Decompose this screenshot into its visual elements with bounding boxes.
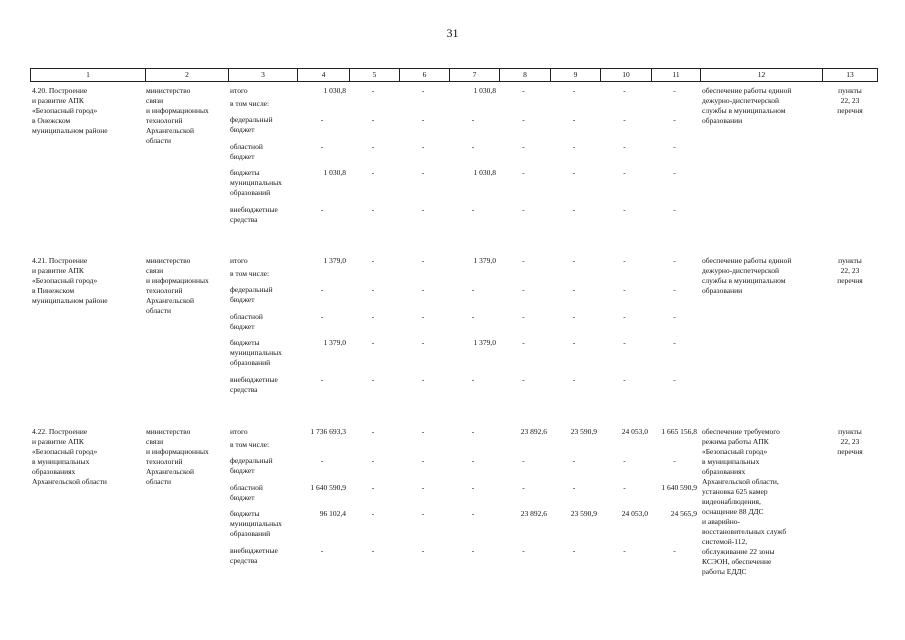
row-value-col-11: - [673,312,676,321]
header-col-1: 1 [30,69,145,81]
row-value-col-11: - [673,115,676,124]
row-value-col-5: - [371,338,375,347]
row-label: итого [230,86,248,95]
row-value-col-10: - [623,142,626,151]
row-value-col-7: 1 030,8 [473,86,496,95]
row-value-col-10: - [623,205,626,214]
row-value-col-5: - [371,509,375,518]
row-value-col-7: - [471,115,475,124]
row-value-col-11: - [673,285,676,294]
row-value-col-9: - [572,285,576,294]
row-value-col-6: - [421,509,425,518]
block-result: обеспечение работы единой дежурно-диспетчерской службы в муниципальном образовании [702,256,792,295]
row-label: федеральный бюджет [230,456,273,475]
row-label: внебюджетные средства [230,375,278,394]
row-label: областной бюджет [230,483,263,502]
row-value-col-7: 1 379,0 [473,338,496,347]
row-value-col-9: - [572,338,576,347]
row-value-col-6: - [421,205,425,214]
header-col-13: 13 [822,69,878,81]
row-label: бюджеты муниципальных образований [230,168,282,197]
row-value-col-10: - [623,256,626,265]
row-value-col-7: 1 379,0 [473,256,496,265]
row-value-col-5: - [371,256,375,265]
row-value-col-6: - [421,483,425,492]
row-value-col-11: 1 640 590,9 [661,483,697,492]
header-col-12: 12 [700,69,822,81]
row-value-col-10: - [623,86,626,95]
row-label: бюджеты муниципальных образований [230,509,282,538]
row-value-col-8: - [522,205,525,214]
header-col-5: 5 [349,69,399,81]
row-value-col-9: - [572,375,576,384]
row-value-col-9: - [572,546,576,555]
row-value-col-7: - [471,509,475,518]
row-value-col-8: - [522,86,525,95]
row-value-col-4: - [320,205,324,214]
row-value-col-8: - [522,285,525,294]
row-value-col-4: 1 379,0 [323,256,346,265]
row-value-col-11: 1 665 156,8 [661,427,697,436]
block-title: 4.22. Построение и развитие АПК «Безопасный город» в муниципальных образованиях Архангельской области [32,427,107,486]
row-value-col-9: - [572,86,576,95]
row-value-col-4: 1 736 693,3 [310,427,346,436]
row-label: федеральный бюджет [230,285,273,304]
row-value-col-6: - [421,86,425,95]
block-executor: министерство связи и информационных технологий Архангельской области [146,86,209,145]
header-col-6: 6 [399,69,449,81]
row-value-col-8: - [522,546,525,555]
row-value-col-9: - [572,256,576,265]
row-label: итого [230,256,248,265]
block-points: пункты 22, 23 перечня [837,427,863,456]
row-value-col-8: - [522,312,525,321]
block-points: пункты 22, 23 перечня [837,256,863,285]
row-value-col-5: - [371,427,375,436]
row-value-col-6: - [421,168,425,177]
row-value-col-10: - [623,168,626,177]
row-value-col-11: - [673,168,676,177]
row-value-col-6: - [421,312,425,321]
row-value-col-4: - [320,375,324,384]
row-value-col-4: - [320,115,324,124]
row-value-col-9: - [572,483,576,492]
row-value-col-6: - [421,285,425,294]
row-value-col-5: - [371,375,375,384]
row-value-col-7: - [471,285,475,294]
row-value-col-4: - [320,456,324,465]
row-value-col-10: - [623,285,626,294]
row-value-col-11: 24 565,9 [670,509,697,518]
block-executor: министерство связи и информационных технологий Архангельской области [146,427,209,486]
row-value-col-10: - [623,483,626,492]
row-value-col-11: - [673,338,676,347]
row-value-col-8: - [522,168,525,177]
row-value-col-5: - [371,142,375,151]
row-value-col-5: - [371,205,375,214]
row-value-col-5: - [371,483,375,492]
header-col-10: 10 [600,69,651,81]
row-value-col-10: - [623,312,626,321]
row-value-col-11: - [673,142,676,151]
row-value-col-11: - [673,456,676,465]
block-result: обеспечение требуемого режима работы АПК «Безопасный город» в муниципальных образованиях Архангельской области, установка 625 камер видеонаблюдения, оснащение 88 ДДС и аварийно- восстановительных служб системой-112, обслуживание 22 зоны КСЭОН, обеспечение работы ЕДДС [702,427,787,576]
row-value-col-5: - [371,86,375,95]
row-value-col-9: - [572,115,576,124]
row-value-col-10: - [623,115,626,124]
row-value-col-6: - [421,142,425,151]
row-label: внебюджетные средства [230,546,278,565]
row-value-col-5: - [371,456,375,465]
row-value-col-4: 1 640 590,9 [310,483,346,492]
row-value-col-10: - [623,456,626,465]
row-value-col-6: - [421,256,425,265]
row-value-col-10: 24 053,0 [621,509,648,518]
row-value-col-8: - [522,456,525,465]
row-value-col-6: - [421,546,425,555]
row-value-col-8: - [522,338,525,347]
row-value-col-9: - [572,168,576,177]
row-value-col-4: 1 030,8 [323,168,346,177]
row-value-col-8: 23 892,6 [520,509,547,518]
row-value-col-5: - [371,546,375,555]
block-result: обеспечение работы единой дежурно-диспетчерской службы в муниципальном образовании [702,86,792,125]
row-value-col-7: - [471,546,475,555]
row-label: областной бюджет [230,142,263,161]
row-value-col-11: - [673,256,676,265]
block-title: 4.20. Построение и развитие АПК «Безопасный город» в Онежском муниципальном районе [32,86,108,135]
row-value-col-7: 1 030,8 [473,168,496,177]
row-value-col-9: - [572,456,576,465]
row-value-col-5: - [371,312,375,321]
row-label: в том числе: [230,99,270,108]
row-value-col-5: - [371,115,375,124]
row-value-col-11: - [673,546,676,555]
row-label: бюджеты муниципальных образований [230,338,282,367]
row-value-col-9: 23 590,9 [570,509,597,518]
row-value-col-10: - [623,338,626,347]
row-value-col-8: - [522,115,525,124]
row-value-col-4: - [320,285,324,294]
header-col-7: 7 [449,69,499,81]
row-value-col-4: 96 102,4 [319,509,346,518]
row-value-col-7: - [471,375,475,384]
row-value-col-8: - [522,256,525,265]
header-col-9: 9 [550,69,600,81]
row-value-col-9: 23 590,9 [570,427,597,436]
row-value-col-9: - [572,142,576,151]
row-value-col-6: - [421,456,425,465]
row-label: итого [230,427,248,436]
row-value-col-7: - [471,483,475,492]
row-value-col-8: - [522,142,525,151]
row-value-col-4: - [320,546,324,555]
row-label: областной бюджет [230,312,263,331]
row-value-col-6: - [421,375,425,384]
header-col-8: 8 [499,69,550,81]
row-value-col-10: 24 053,0 [621,427,648,436]
block-title: 4.21. Построение и развитие АПК «Безопасный город» в Пинежском муниципальном районе [32,256,108,305]
row-value-col-8: 23 892,6 [520,427,547,436]
header-col-11: 11 [651,69,700,81]
row-value-col-9: - [572,205,576,214]
row-value-col-4: - [320,142,324,151]
page-number: 31 [446,26,459,40]
row-value-col-4: - [320,312,324,321]
row-value-col-7: - [471,142,475,151]
header-col-4: 4 [297,69,349,81]
row-value-col-11: - [673,375,676,384]
row-value-col-6: - [421,427,425,436]
row-value-col-10: - [623,375,626,384]
row-value-col-7: - [471,456,475,465]
row-value-col-6: - [421,338,425,347]
row-value-col-8: - [522,483,525,492]
block-points: пункты 22, 23 перечня [837,86,863,115]
row-value-col-4: 1 379,0 [323,338,346,347]
row-label: внебюджетные средства [230,205,278,224]
row-value-col-9: - [572,312,576,321]
row-value-col-5: - [371,285,375,294]
row-value-col-7: - [471,427,475,436]
row-value-col-11: - [673,86,676,95]
row-value-col-7: - [471,205,475,214]
row-value-col-7: - [471,312,475,321]
row-value-col-11: - [673,205,676,214]
row-label: в том числе: [230,440,270,449]
row-value-col-6: - [421,115,425,124]
block-executor: министерство связи и информационных технологий Архангельской области [146,256,209,315]
row-value-col-5: - [371,168,375,177]
header-col-3: 3 [228,69,297,81]
row-value-col-10: - [623,546,626,555]
header-col-2: 2 [145,69,228,81]
row-label: в том числе: [230,269,270,278]
table-header-row [30,68,878,82]
row-value-col-4: 1 030,8 [323,86,346,95]
row-label: федеральный бюджет [230,115,273,134]
row-value-col-8: - [522,375,525,384]
